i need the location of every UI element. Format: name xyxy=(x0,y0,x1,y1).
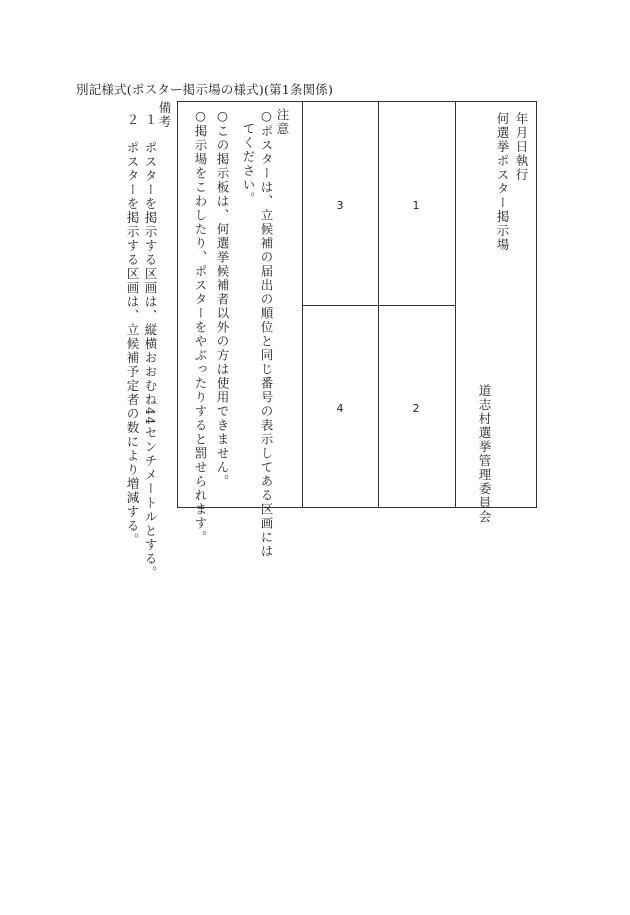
election-date-line: 年月日執行 xyxy=(514,112,529,182)
remarks-item-1: １ ポスターを掲示する区画は、縦横おおむね44センチメートルとする。 xyxy=(143,113,158,580)
poster-board-form xyxy=(177,101,537,559)
divider-slots-row xyxy=(302,305,455,306)
divider-slots-right xyxy=(455,102,456,507)
remarks-item-2: ２ ポスターを掲示する区画は、立候補予定者の数により増減する。 xyxy=(125,113,140,547)
board-title: 何選挙ポスター掲示場 xyxy=(495,112,510,252)
form-title: 別記様式(ポスター掲示場の様式)(第1条関係) xyxy=(76,82,334,97)
notice-item-1-line-1: ○ポスターは、立候補の届出の順位と同じ番号の表示してある区画には xyxy=(259,108,274,559)
committee-name: 道志村選挙管理委員会 xyxy=(477,384,492,524)
notice-item-3: ○掲示場をこわしたり、ポスターをやぶったりすると罰せられます。 xyxy=(193,108,208,545)
remarks-heading: 備考 xyxy=(157,101,172,129)
slot-number-4: 4 xyxy=(336,402,344,415)
notice-heading: 注意 xyxy=(275,108,290,136)
notice-item-2: ○この掲示板は、何選挙候補者以外の方は使用できません。 xyxy=(215,108,230,489)
slot-number-3: 3 xyxy=(336,199,344,212)
notice-item-1-line-2: てください。 xyxy=(241,108,256,206)
slot-number-1: 1 xyxy=(412,199,420,212)
slot-number-2: 2 xyxy=(412,402,420,415)
